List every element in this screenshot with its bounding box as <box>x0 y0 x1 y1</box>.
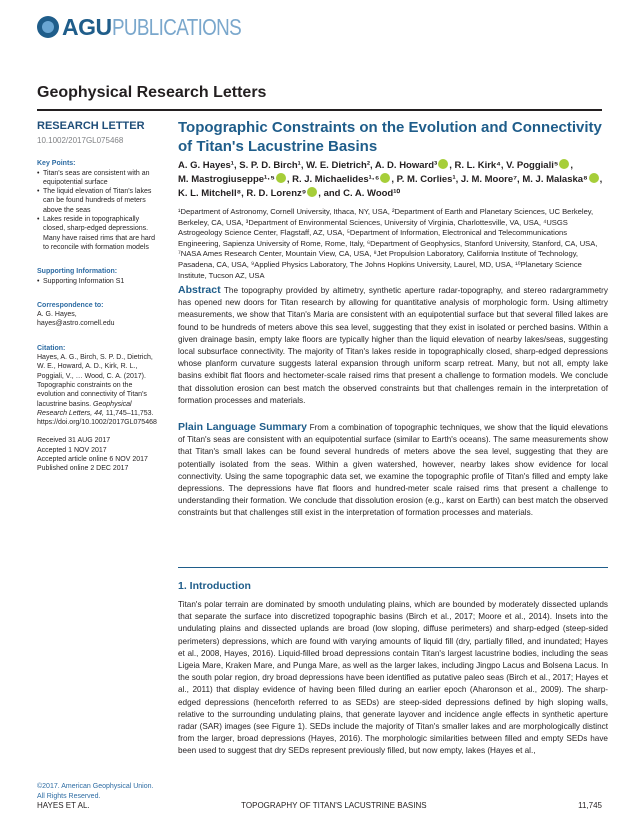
key-points-list <box>37 169 161 253</box>
authors-text: , <box>599 174 603 185</box>
correspondence-email[interactable]: hayes@astro.cornell.edu <box>37 320 115 328</box>
citation-heading: Citation: <box>37 344 66 352</box>
authors-text: , R. L. Kirk⁴, V. Poggiali⁵ <box>449 160 559 171</box>
citation-journal: Geophysical Research Letters, 44, <box>37 400 132 417</box>
authors-text: M. Mastrogiuseppe¹·⁵ <box>178 174 275 185</box>
orcid-icon[interactable] <box>559 159 569 169</box>
pls-heading: Plain Language Summary <box>178 421 307 433</box>
article-doi[interactable]: 10.1002/2017GL075468 <box>37 136 124 145</box>
key-point: • The liquid elevation of Titan's lakes can be found hundreds of meters above the seas <box>37 187 161 215</box>
correspondence-name: A. G. Hayes, <box>37 311 77 319</box>
received-date: Received 31 AUG 2017 <box>37 437 111 445</box>
key-points-heading: Key Points: <box>37 160 76 168</box>
copyright <box>37 782 167 801</box>
brand-agu: AGU <box>62 13 112 40</box>
citation-pages-doi[interactable]: 11,745–11,753. https://doi.org/10.1002/2017GL075468 <box>37 409 157 427</box>
copyright-line: All Rights Reserved. <box>37 792 101 800</box>
authors-text: K. L. Mitchell⁸, R. D. Lorenz⁹ <box>178 188 307 199</box>
affiliations: ¹Department of Astronomy, Cornell University, Ithaca, NY, USA, ²Department of Earth and Planetary Sciences, UC Berkeley, Berkeley, CA, USA, ³Department of Environmental Sciences, University of Virginia, Charlottesville, VA, USA, ⁴USGS Astrogeology Science Center, Flagstaff, AZ, USA, ⁵Department of Information, Electronical and Telecommunications Engineering, Sapienza University of Rome, Rome, Italy, ⁶Department of Geophysics, Stanford University, Stanford, CA, USA, ⁷NASA Ames Research Center, Mountain View, CA, USA, ⁸Jet Propulsion Laboratory, California Institute of Technology, Pasadena, CA, USA, ⁹Applied Physics Laboratory, The Johns Hopkins University, Laurel, MD, USA, ¹⁰Planetary Science Institute, Tucson AZ, USA <box>178 207 598 280</box>
journal-title: Geophysical Research Letters <box>37 84 267 101</box>
citation-main: Hayes, A. G., Birch, S. P. D., Dietrich, W. E., Howard, A. D., Kirk, R. L., Poggiali, V., … Wood, C. A. (2017). Topographic constraints on the evolution and connectivity of Titan's lacustrine basins. <box>37 354 153 408</box>
authors-text: , P. M. Corlies¹, J. M. Moore⁷, M. J. Malaska⁸ <box>391 174 588 185</box>
citation-text <box>37 353 161 427</box>
left-sidebar <box>37 120 161 474</box>
page-number: 11,745 <box>578 801 602 810</box>
agu-globe-icon <box>37 16 59 38</box>
pls-text: From a combination of topographic techniques, we show that the liquid elevations of Titan's seas are consistent with an equipotential surface (similar to Earth's oceans). The same measurements show that Titan's small lakes can be found several hundreds of meters above the sea level, suggesting that they are potentially isolated from the seas. Within a given watershed, however, nearby lakes show evidence for local connectivity. Using the same topographic data set, we examine the topographic profile of Titan's filled and empty lake depressions. The depressions have flat floors and hundred-meter scale raised rims that present a challenge to understanding their formation. We conclude that dissolution erosion (e.g., karst on Earth) can best match the observed constraints but that challenges still exist in the interpretation of formation processes and materials. <box>178 423 608 518</box>
agu-publications-logo <box>37 12 269 42</box>
introduction-text: Titan's polar terrain are dominated by smooth undulating plains, which are bounded by moderately dissected uplands that separate the surface into discretized topographic basins (Birch et al., 2017; Moore et al., 2014). Insets into the undulating plains and dissected uplands are broad (low sloping, diffuse perimeters) and sharp-edged (steep-sided perimeters) depressions, which are found with varying amounts of liquid fill (dry, partially filled, and inundated; Hayes et al., 2008, Hayes, 2016). Liquid-filled broad depressions contain Titan's largest lacustrine bodies, including the seas Ligeia Mare, Kraken Mare, and Punga Mare, as well as the larger lakes, including Jingpo Lacus and Bolsena Lacus. In the south polar region, dry broad depressions have been identified as putative paleo seas (Birch et al., 2017; Hayes et al., 2011) that display evidence of having been filled during an earlier epoch (Aharonson et al., 2009). The sharp-edged depressions (henceforth referred to as SEDs) are steep-sided depressions defined by high sloping walls, relative to the surrounding undulating plains, that generate layover and incidence angle effects in synthetic aperture radar (SAR) images (see Figure 1). SEDs include the majority of Titan's smaller lakes and are morphologically distinct from the larger, broad depressions (Hayes, 2016). The morphologic similarities between filled and empty SEDs have been used to suggest that dry SEDs represent previously filled, but now empty, lakes (Hayes et al., <box>178 600 608 756</box>
section-rule <box>178 567 608 568</box>
author-list <box>178 159 608 201</box>
supporting-item[interactable]: • Supporting Information S1 <box>37 277 161 286</box>
page-footer <box>37 801 602 810</box>
abstract-heading: Abstract <box>178 284 221 296</box>
orcid-icon[interactable] <box>380 173 390 183</box>
header-rule <box>37 109 602 111</box>
supporting-heading: Supporting Information: <box>37 268 118 276</box>
authors-text: , <box>570 160 573 171</box>
authors-text: A. G. Hayes¹, S. P. D. Birch¹, W. E. Dietrich², A. D. Howard³ <box>178 160 438 171</box>
accepted-date: Accepted 1 NOV 2017 <box>37 446 107 454</box>
authors-text: , and C. A. Wood¹⁰ <box>318 188 401 199</box>
footer-running-title: TOPOGRAPHY OF TITAN'S LACUSTRINE BASINS <box>241 801 427 810</box>
key-point: • Titan's seas are consistent with an equipotential surface <box>37 169 161 188</box>
online-date: Accepted article online 6 NOV 2017 <box>37 456 148 464</box>
brand-publications: PUBLICATIONS <box>111 13 241 40</box>
orcid-icon[interactable] <box>589 173 599 183</box>
footer-authors: HAYES ET AL. <box>37 801 90 810</box>
article-title: Topographic Constraints on the Evolution and Connectivity of Titan's Lacustrine Basins <box>178 119 602 155</box>
article-type: RESEARCH LETTER <box>37 120 145 132</box>
introduction-heading: 1. Introduction <box>178 580 251 592</box>
published-date: Published online 2 DEC 2017 <box>37 465 129 473</box>
abstract-section <box>178 284 608 407</box>
orcid-icon[interactable] <box>307 187 317 197</box>
key-point: • Lakes reside in topographically closed, sharp-edged depressions. Many have raised rims that are hard to reconcile with formation models <box>37 215 161 252</box>
supporting-list <box>37 277 161 286</box>
plain-language-summary <box>178 421 608 520</box>
orcid-icon[interactable] <box>438 159 448 169</box>
copyright-line: ©2017. American Geophysical Union. <box>37 783 154 790</box>
authors-text: , R. J. Michaelides¹·⁶ <box>286 174 380 185</box>
abstract-text: The topography provided by altimetry, synthetic aperture radar-topography, and stereo radargrammetry has opened new doors for Titan research by allowing for quantitative analysis of morphologic form. Using altimetry measurements, we show that Titan's Maria are consistent with an equipotential surface but that several filled lakes are found to be hundreds of meters above this sea level, suggesting that they exist in isolated or perched basins. Within a given drainage basin, empty lake floors are typically higher than the liquid elevation of nearby lakes/seas, suggesting local subsurface connectivity. The majority of Titan's lakes reside in topographically closed, sharp-edged depressions whose planform curvature suggests lateral expansion through uniform scarp retreat. Many, but not all, empty lake basins exhibit flat floors and hectometer-scale raised rims that present a challenge to formation models. We conclude that dissolution erosion can best match the observed constraints but that challenges remain in the interpretation of formation processes and materials. <box>178 286 608 405</box>
orcid-icon[interactable] <box>276 173 286 183</box>
correspondence-heading: Correspondence to: <box>37 301 104 309</box>
